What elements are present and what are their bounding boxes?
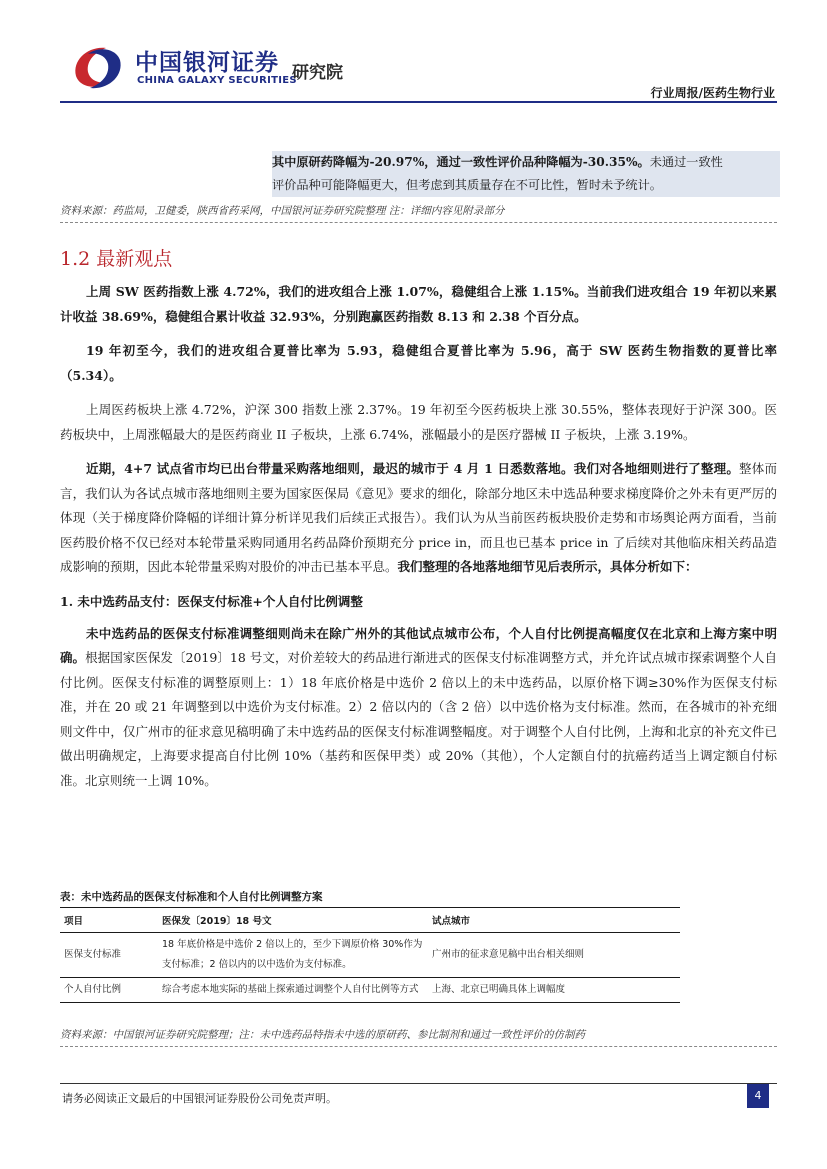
section-title: 1.2 最新观点 [60,248,173,270]
paragraph-procurement-analysis [60,457,777,580]
paragraph-payment-standard [60,622,777,794]
table-header-row [60,908,680,933]
summary-tail-text: 未通过一致性 [649,155,723,169]
table-cell: 综合考虑本地实际的基础上探索通过调整个人自付比例等方式 [158,978,428,1003]
table-row [60,933,680,978]
paragraph-sector-performance: 上周医药板块上涨 4.72%，沪深 300 指数上涨 2.37%。19 年初至今医药板块上涨 30.55%，整体表现好于沪深 300。医药板块中，上周涨幅最大的是医药商业 II 子板块，上涨 6.74%，涨幅最小的是医疗器械 II 子板块，上涨 3.19%。 [60,402,777,442]
table-cell: 广州市的征求意见稿中出台相关细则 [428,933,680,978]
summary-bold-text: 其中原研药降幅为-20.97%，通过一致性评价品种降幅为-30.35%。 [272,155,650,169]
table-header-cell: 项目 [60,908,158,933]
subheading-payment: 1. 未中选药品支付：医保支付标准+个人自付比例调整 [60,593,363,609]
payment-bold-lead: 未中选药品的医保支付标准调整细则尚未在除广州外的其他试点城市公布，个人自付比例提高幅度仅在北京和上海方案中明确。 [60,625,777,665]
table-row [60,978,680,1003]
table-header-cell: 医保发〔2019〕18 号文 [158,908,428,933]
header-divider [60,101,777,103]
galaxy-logo-icon [68,40,128,96]
procurement-bold-lead: 近期，4+7 试点省市均已出台带量采购落地细则，最迟的城市于 4 月 1 日悉数落地。我们对各地细则进行了整理。 [86,461,740,476]
footer-disclaimer: 请务必阅读正文最后的中国银河证券股份公司免责声明。 [62,1092,337,1105]
footer-divider [60,1083,777,1084]
table-cell: 个人自付比例 [60,978,158,1003]
paragraph-portfolio-returns: 上周 SW 医药指数上涨 4.72%，我们的进攻组合上涨 1.07%，稳健组合上涨 1.15%。当前我们进攻组合 19 年初以来累计收益 38.69%，稳健组合累计收益 32.93%，分别跑赢医药指数 8.13 和 2.38 个百分点。 [60,284,777,324]
paragraph-sharpe-ratio: 19 年初至今，我们的进攻组合夏普比率为 5.93，稳健组合夏普比率为 5.96，高于 SW 医药生物指数的夏普比率（5.34）。 [60,343,777,383]
payment-text: 根据国家医保发〔2019〕18 号文，对价差较大的药品进行渐进式的医保支付标准调整方式，并允许试点城市探索调整个人自付比例。医保支付标准的调整原则上：1）18 年底价格是中选价 2 倍以上的未中选药品，以原价格下调≥30%作为医保支付标准，并在 20 或 21 年调整到以中选价为支付标准。2）2 倍以内的（含 2 倍）以中选价格为支付标准。然而，在各城市的补充细则文件中，仅广州市的征求意见稿明确了未中选药品的医保支付标准调整幅度。对于调整个人自付比例，上海和北京的补充文件已做出明确规定，上海要求提高自付比例 10%（基药和医保甲类）或 20%（其他），个人定额自付的抗癌药适当上调定额自付标准。北京则统一上调 10%。 [60,650,777,788]
table-title: 表：未中选药品的医保支付标准和个人自付比例调整方案 [60,891,323,903]
brand-name-en: CHINA GALAXY SECURITIES [137,75,297,86]
source-note-2: 资料来源：中国银河证券研究院整理；注：未中选药品特指未中选的原研药、参比制剂和通过一致性评价的仿制药 [60,1029,585,1041]
procurement-bold-tail: 我们整理的各地落地细节见后表所示，具体分析如下： [397,559,698,574]
source-note-1: 资料来源：药监局，卫健委，陕西省药采网，中国银河证券研究院整理 注：详细内容见附录部分 [60,205,505,217]
table-cell: 医保支付标准 [60,933,158,978]
table-header-cell: 试点城市 [428,908,680,933]
procurement-text: 整体而言，我们认为各试点城市落地细则主要为国家医保局《意见》要求的细化，除部分地区未中选品种要求梯度降价之外未有更严厉的体现（关于梯度降价降幅的详细计算分析详见我们后续正式报告）。我们认为从当前医药板块股价走势和市场舆论两方面看，当前医药股价格不仅已经对本轮带量采购同通用名药品降价预期充分 price in，而且也已基本 price in 了后续对其他临床相关药品造成影响的预期，因此本轮带量采购对股价的冲击已基本平息。 [60,461,777,574]
table-cell: 上海、北京已明确具体上调幅度 [428,978,680,1003]
body-text [60,280,777,793]
continued-summary-box [272,151,780,197]
institute-label: 研究院 [292,63,343,83]
dotted-divider [60,222,777,223]
brand-name-cn: 中国银河证券 [135,50,279,76]
page-number: 4 [747,1084,769,1108]
report-type: 行业周报/医药生物行业 [650,86,775,100]
table-cell: 18 年底价格是中选价 2 倍以上的，至少下调原价格 30%作为支付标准；2 倍以内的以中选价为支付标准。 [158,933,428,978]
summary-line-2: 评价品种可能降幅更大，但考虑到其质量存在不可比性，暂时未予统计。 [272,178,662,192]
dotted-divider [60,1046,777,1047]
payment-adjustment-table [60,907,680,1003]
